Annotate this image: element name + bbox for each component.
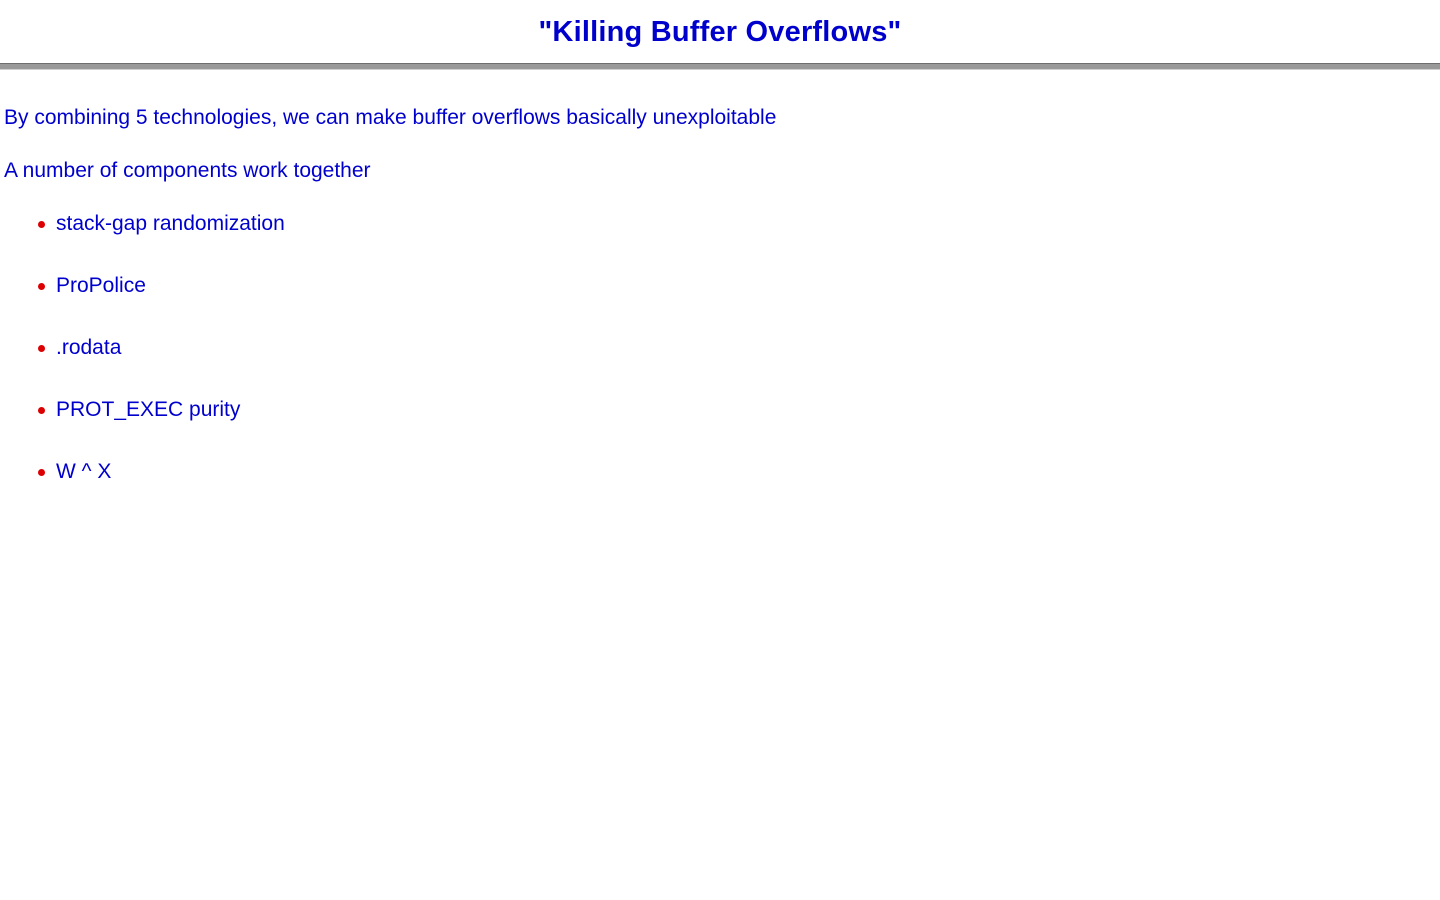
list-item (38, 274, 1440, 297)
title-divider (0, 63, 1440, 70)
intro-paragraph-2: A number of components work together (4, 158, 371, 182)
list-item (38, 398, 1440, 421)
slide-body (0, 70, 1440, 484)
bullet-dot-icon (38, 221, 45, 228)
list-item (38, 212, 1440, 235)
list-item-label: PROT_EXEC purity (56, 398, 241, 422)
list-item-label: .rodata (56, 336, 122, 360)
page-title: "Killing Buffer Overflows" (538, 16, 902, 48)
bullet-dot-icon (38, 283, 45, 290)
list-item (38, 460, 1440, 483)
bullet-dot-icon (38, 469, 45, 476)
bullet-dot-icon (38, 345, 45, 352)
components-list (0, 212, 1440, 483)
bullet-dot-icon (38, 407, 45, 414)
list-item (38, 336, 1440, 359)
list-item-label: stack-gap randomization (56, 212, 285, 236)
list-item-label: ProPolice (56, 274, 146, 298)
intro-paragraph-1: By combining 5 technologies, we can make buffer overflows basically unexploitable (4, 105, 777, 129)
list-item-label: W ^ X (56, 460, 112, 484)
